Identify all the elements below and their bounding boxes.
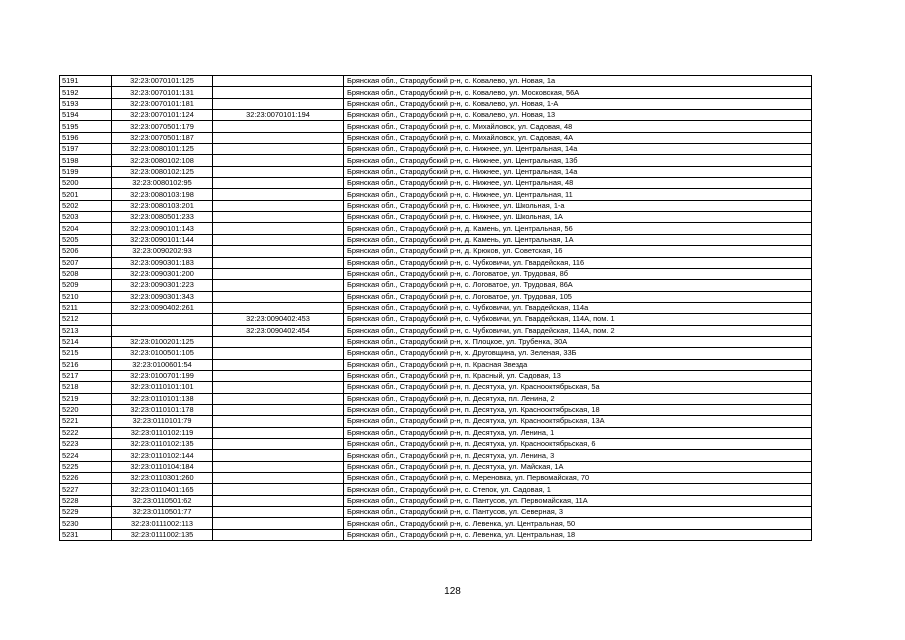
cadastral-number-cell: 32:23:0070101:124 bbox=[112, 110, 213, 121]
table-row bbox=[60, 404, 812, 415]
cadastral-number-2-cell bbox=[213, 518, 344, 529]
table-row bbox=[60, 87, 812, 98]
address-cell: Брянская обл., Стародубский р-н, с. Нижнее, ул. Школьная, 1-а bbox=[344, 200, 812, 211]
address-cell: Брянская обл., Стародубский р-н, с. Ковалево, ул. Новая, 1а bbox=[344, 76, 812, 87]
cadastral-number-2-cell bbox=[213, 393, 344, 404]
row-number-cell: 5221 bbox=[60, 416, 112, 427]
address-cell: Брянская обл., Стародубский р-н, п. Красный, ул. Садовая, 13 bbox=[344, 370, 812, 381]
table-row bbox=[60, 484, 812, 495]
address-cell: Брянская обл., Стародубский р-н, с. Нижнее, ул. Центральная, 14а bbox=[344, 144, 812, 155]
cadastral-number-2-cell bbox=[213, 166, 344, 177]
address-cell: Брянская обл., Стародубский р-н, с. Михайловск, ул. Садовая, 4А bbox=[344, 132, 812, 143]
table-row bbox=[60, 393, 812, 404]
cadastral-number-2-cell bbox=[213, 280, 344, 291]
cadastral-number-cell: 32:23:0110102:144 bbox=[112, 450, 213, 461]
row-number-cell: 5195 bbox=[60, 121, 112, 132]
table-row bbox=[60, 234, 812, 245]
cadastral-number-2-cell bbox=[213, 529, 344, 540]
row-number-cell: 5201 bbox=[60, 189, 112, 200]
table-row bbox=[60, 257, 812, 268]
cadastral-number-cell: 32:23:0090101:143 bbox=[112, 223, 213, 234]
cadastral-number-cell: 32:23:0110101:178 bbox=[112, 404, 213, 415]
cadastral-number-cell: 32:23:0070501:179 bbox=[112, 121, 213, 132]
address-cell: Брянская обл., Стародубский р-н, х. Плоцкое, ул. Трубенка, 30А bbox=[344, 336, 812, 347]
cadastral-number-2-cell bbox=[213, 98, 344, 109]
cadastral-number-cell: 32:23:0110501:62 bbox=[112, 495, 213, 506]
cadastral-number-2-cell bbox=[213, 212, 344, 223]
table-row bbox=[60, 280, 812, 291]
row-number-cell: 5206 bbox=[60, 246, 112, 257]
cadastral-number-cell bbox=[112, 325, 213, 336]
cadastral-number-2-cell bbox=[213, 427, 344, 438]
cadastral-number-2-cell bbox=[213, 302, 344, 313]
cadastral-number-2-cell bbox=[213, 382, 344, 393]
cadastral-number-2-cell bbox=[213, 291, 344, 302]
cadastral-number-2-cell bbox=[213, 257, 344, 268]
cadastral-number-cell: 32:23:0090301:183 bbox=[112, 257, 213, 268]
table-row bbox=[60, 518, 812, 529]
cadastral-number-2-cell bbox=[213, 404, 344, 415]
row-number-cell: 5207 bbox=[60, 257, 112, 268]
cadastral-number-cell: 32:23:0070101:181 bbox=[112, 98, 213, 109]
table-row bbox=[60, 291, 812, 302]
address-cell: Брянская обл., Стародубский р-н, с. Нижнее, ул. Центральная, 48 bbox=[344, 178, 812, 189]
row-number-cell: 5193 bbox=[60, 98, 112, 109]
table-row bbox=[60, 461, 812, 472]
table-body bbox=[60, 76, 812, 541]
row-number-cell: 5194 bbox=[60, 110, 112, 121]
address-cell: Брянская обл., Стародубский р-н, с. Нижнее, ул. Центральная, 14а bbox=[344, 166, 812, 177]
address-cell: Брянская обл., Стародубский р-н, д. Камень, ул. Центральная, 56 bbox=[344, 223, 812, 234]
cadastral-number-cell: 32:23:0090402:261 bbox=[112, 302, 213, 313]
cadastral-number-cell: 32:23:0110401:165 bbox=[112, 484, 213, 495]
row-number-cell: 5202 bbox=[60, 200, 112, 211]
address-cell: Брянская обл., Стародубский р-н, п. Десятуха, ул. Майская, 1А bbox=[344, 461, 812, 472]
address-cell: Брянская обл., Стародубский р-н, д. Крюков, ул. Советская, 16 bbox=[344, 246, 812, 257]
cadastral-number-2-cell bbox=[213, 348, 344, 359]
cadastral-number-cell: 32:23:0090101:144 bbox=[112, 234, 213, 245]
table-row bbox=[60, 144, 812, 155]
cadastral-number-2-cell bbox=[213, 178, 344, 189]
cadastral-number-cell: 32:23:0100701:199 bbox=[112, 370, 213, 381]
cadastral-number-2-cell bbox=[213, 268, 344, 279]
cadastral-number-cell: 32:23:0110101:101 bbox=[112, 382, 213, 393]
row-number-cell: 5222 bbox=[60, 427, 112, 438]
cadastral-number-cell: 32:23:0100201:125 bbox=[112, 336, 213, 347]
address-cell: Брянская обл., Стародубский р-н, с. Логоватое, ул. Трудовая, 8б bbox=[344, 268, 812, 279]
cadastral-number-2-cell bbox=[213, 473, 344, 484]
table-row bbox=[60, 325, 812, 336]
cadastral-number-2-cell bbox=[213, 223, 344, 234]
cadastral-number-2-cell bbox=[213, 450, 344, 461]
cadastral-number-cell: 32:23:0110101:79 bbox=[112, 416, 213, 427]
address-cell: Брянская обл., Стародубский р-н, п. Десятуха, пл. Ленина, 2 bbox=[344, 393, 812, 404]
table-row bbox=[60, 223, 812, 234]
address-cell: Брянская обл., Стародубский р-н, с. Степок, ул. Садовая, 1 bbox=[344, 484, 812, 495]
row-number-cell: 5215 bbox=[60, 348, 112, 359]
row-number-cell: 5224 bbox=[60, 450, 112, 461]
table-row bbox=[60, 132, 812, 143]
address-cell: Брянская обл., Стародубский р-н, с. Чубковичи, ул. Гвардейская, 116 bbox=[344, 257, 812, 268]
table-row bbox=[60, 302, 812, 313]
cadastral-number-2-cell bbox=[213, 495, 344, 506]
row-number-cell: 5198 bbox=[60, 155, 112, 166]
cadastral-number-cell: 32:23:0090301:200 bbox=[112, 268, 213, 279]
row-number-cell: 5216 bbox=[60, 359, 112, 370]
address-cell: Брянская обл., Стародубский р-н, с. Нижнее, ул. Центральная, 13б bbox=[344, 155, 812, 166]
cadastral-number-cell: 32:23:0111002:113 bbox=[112, 518, 213, 529]
address-cell: Брянская обл., Стародубский р-н, с. Ковалево, ул. Новая, 13 bbox=[344, 110, 812, 121]
cadastral-number-cell: 32:23:0090202:93 bbox=[112, 246, 213, 257]
row-number-cell: 5229 bbox=[60, 507, 112, 518]
row-number-cell: 5225 bbox=[60, 461, 112, 472]
cadastral-number-2-cell: 32:23:0090402:453 bbox=[213, 314, 344, 325]
row-number-cell: 5218 bbox=[60, 382, 112, 393]
address-cell: Брянская обл., Стародубский р-н, с. Чубковичи, ул. Гвардейская, 114А, пом. 2 bbox=[344, 325, 812, 336]
address-cell: Брянская обл., Стародубский р-н, с. Нижнее, ул. Центральная, 11 bbox=[344, 189, 812, 200]
cadastral-number-2-cell bbox=[213, 416, 344, 427]
cadastral-number-2-cell bbox=[213, 132, 344, 143]
table-row bbox=[60, 76, 812, 87]
cadastral-number-cell: 32:23:0110501:77 bbox=[112, 507, 213, 518]
cadastral-number-2-cell: 32:23:0070101:194 bbox=[213, 110, 344, 121]
address-cell: Брянская обл., Стародубский р-н, п. Десятуха, ул. Краснооктябрьская, 13А bbox=[344, 416, 812, 427]
cadastral-number-2-cell bbox=[213, 484, 344, 495]
row-number-cell: 5197 bbox=[60, 144, 112, 155]
cadastral-number-cell: 32:23:0110104:184 bbox=[112, 461, 213, 472]
address-cell: Брянская обл., Стародубский р-н, п. Десятуха, ул. Ленина, 3 bbox=[344, 450, 812, 461]
cadastral-number-2-cell: 32:23:0090402:454 bbox=[213, 325, 344, 336]
row-number-cell: 5227 bbox=[60, 484, 112, 495]
table-row bbox=[60, 382, 812, 393]
cadastral-number-2-cell bbox=[213, 359, 344, 370]
address-cell: Брянская обл., Стародубский р-н, с. Ковалево, ул. Новая, 1-А bbox=[344, 98, 812, 109]
row-number-cell: 5228 bbox=[60, 495, 112, 506]
table-row bbox=[60, 189, 812, 200]
address-cell: Брянская обл., Стародубский р-н, с. Михайловск, ул. Садовая, 48 bbox=[344, 121, 812, 132]
address-cell: Брянская обл., Стародубский р-н, с. Пантусов, ул. Северная, 3 bbox=[344, 507, 812, 518]
table-row bbox=[60, 495, 812, 506]
row-number-cell: 5192 bbox=[60, 87, 112, 98]
row-number-cell: 5191 bbox=[60, 76, 112, 87]
table-row bbox=[60, 166, 812, 177]
address-cell: Брянская обл., Стародубский р-н, п. Красная Звезда bbox=[344, 359, 812, 370]
cadastral-number-2-cell bbox=[213, 507, 344, 518]
address-cell: Брянская обл., Стародубский р-н, с. Левенка, ул. Центральная, 18 bbox=[344, 529, 812, 540]
cadastral-number-2-cell bbox=[213, 439, 344, 450]
address-cell: Брянская обл., Стародубский р-н, д. Камень, ул. Центральная, 1А bbox=[344, 234, 812, 245]
table-row bbox=[60, 246, 812, 257]
cadastral-number-cell: 32:23:0111002:135 bbox=[112, 529, 213, 540]
cadastral-number-2-cell bbox=[213, 87, 344, 98]
table-row bbox=[60, 200, 812, 211]
cadastral-number-2-cell bbox=[213, 76, 344, 87]
row-number-cell: 5205 bbox=[60, 234, 112, 245]
cadastral-number-cell: 32:23:0110102:135 bbox=[112, 439, 213, 450]
table-row bbox=[60, 268, 812, 279]
cadastral-number-cell: 32:23:0070101:131 bbox=[112, 87, 213, 98]
address-cell: Брянская обл., Стародубский р-н, с. Логоватое, ул. Трудовая, 105 bbox=[344, 291, 812, 302]
cadastral-number-2-cell bbox=[213, 189, 344, 200]
property-table bbox=[59, 75, 812, 541]
cadastral-number-cell: 32:23:0080103:201 bbox=[112, 200, 213, 211]
row-number-cell: 5204 bbox=[60, 223, 112, 234]
address-cell: Брянская обл., Стародубский р-н, п. Десятуха, ул. Краснооктябрьская, 5а bbox=[344, 382, 812, 393]
cadastral-number-cell bbox=[112, 314, 213, 325]
address-cell: Брянская обл., Стародубский р-н, с. Пантусов, ул. Первомайская, 11А bbox=[344, 495, 812, 506]
cadastral-number-2-cell bbox=[213, 200, 344, 211]
cadastral-number-cell: 32:23:0080102:95 bbox=[112, 178, 213, 189]
address-cell: Брянская обл., Стародубский р-н, с. Чубковичи, ул. Гвардейская, 114а bbox=[344, 302, 812, 313]
address-cell: Брянская обл., Стародубский р-н, х. Друговщина, ул. Зеленая, 33Б bbox=[344, 348, 812, 359]
table-row bbox=[60, 110, 812, 121]
row-number-cell: 5212 bbox=[60, 314, 112, 325]
row-number-cell: 5219 bbox=[60, 393, 112, 404]
cadastral-number-2-cell bbox=[213, 336, 344, 347]
table-row bbox=[60, 427, 812, 438]
table-row bbox=[60, 98, 812, 109]
cadastral-number-cell: 32:23:0080101:125 bbox=[112, 144, 213, 155]
row-number-cell: 5220 bbox=[60, 404, 112, 415]
address-cell: Брянская обл., Стародубский р-н, п. Десятуха, ул. Краснооктябрьская, 18 bbox=[344, 404, 812, 415]
row-number-cell: 5200 bbox=[60, 178, 112, 189]
cadastral-number-2-cell bbox=[213, 234, 344, 245]
table-row bbox=[60, 348, 812, 359]
row-number-cell: 5226 bbox=[60, 473, 112, 484]
table-row bbox=[60, 416, 812, 427]
address-cell: Брянская обл., Стародубский р-н, п. Десятуха, ул. Краснооктябрьская, 6 bbox=[344, 439, 812, 450]
table-row bbox=[60, 155, 812, 166]
address-cell: Брянская обл., Стародубский р-н, с. Мереновка, ул. Первомайская, 70 bbox=[344, 473, 812, 484]
cadastral-number-cell: 32:23:0100501:105 bbox=[112, 348, 213, 359]
cadastral-number-2-cell bbox=[213, 370, 344, 381]
cadastral-number-cell: 32:23:0080102:108 bbox=[112, 155, 213, 166]
table-row bbox=[60, 121, 812, 132]
row-number-cell: 5210 bbox=[60, 291, 112, 302]
table-row bbox=[60, 370, 812, 381]
row-number-cell: 5217 bbox=[60, 370, 112, 381]
table-row bbox=[60, 212, 812, 223]
table-row bbox=[60, 359, 812, 370]
table-row bbox=[60, 529, 812, 540]
row-number-cell: 5231 bbox=[60, 529, 112, 540]
row-number-cell: 5214 bbox=[60, 336, 112, 347]
cadastral-number-cell: 32:23:0090301:223 bbox=[112, 280, 213, 291]
row-number-cell: 5230 bbox=[60, 518, 112, 529]
row-number-cell: 5211 bbox=[60, 302, 112, 313]
address-cell: Брянская обл., Стародубский р-н, с. Логоватое, ул. Трудовая, 86А bbox=[344, 280, 812, 291]
cadastral-number-cell: 32:23:0080103:198 bbox=[112, 189, 213, 200]
row-number-cell: 5209 bbox=[60, 280, 112, 291]
page-number: 128 bbox=[444, 586, 461, 597]
row-number-cell: 5208 bbox=[60, 268, 112, 279]
row-number-cell: 5203 bbox=[60, 212, 112, 223]
address-cell: Брянская обл., Стародубский р-н, с. Ковалево, ул. Московская, 56А bbox=[344, 87, 812, 98]
cadastral-number-cell: 32:23:0100601:54 bbox=[112, 359, 213, 370]
cadastral-number-2-cell bbox=[213, 121, 344, 132]
table-row bbox=[60, 314, 812, 325]
row-number-cell: 5213 bbox=[60, 325, 112, 336]
row-number-cell: 5196 bbox=[60, 132, 112, 143]
table-row bbox=[60, 178, 812, 189]
cadastral-number-cell: 32:23:0080501:233 bbox=[112, 212, 213, 223]
cadastral-number-2-cell bbox=[213, 144, 344, 155]
table-row bbox=[60, 507, 812, 518]
table-row bbox=[60, 450, 812, 461]
table-row bbox=[60, 473, 812, 484]
cadastral-number-cell: 32:23:0070101:125 bbox=[112, 76, 213, 87]
cadastral-number-cell: 32:23:0070501:187 bbox=[112, 132, 213, 143]
cadastral-number-cell: 32:23:0110301:260 bbox=[112, 473, 213, 484]
address-cell: Брянская обл., Стародубский р-н, с. Чубковичи, ул. Гвардейская, 114А, пом. 1 bbox=[344, 314, 812, 325]
address-cell: Брянская обл., Стародубский р-н, с. Левенка, ул. Центральная, 50 bbox=[344, 518, 812, 529]
cadastral-number-cell: 32:23:0110101:138 bbox=[112, 393, 213, 404]
cadastral-number-cell: 32:23:0110102:119 bbox=[112, 427, 213, 438]
cadastral-number-2-cell bbox=[213, 155, 344, 166]
row-number-cell: 5199 bbox=[60, 166, 112, 177]
address-cell: Брянская обл., Стародубский р-н, с. Нижнее, ул. Школьная, 1А bbox=[344, 212, 812, 223]
table-row bbox=[60, 336, 812, 347]
table-row bbox=[60, 439, 812, 450]
cadastral-number-cell: 32:23:0090301:343 bbox=[112, 291, 213, 302]
cadastral-number-2-cell bbox=[213, 246, 344, 257]
address-cell: Брянская обл., Стародубский р-н, п. Десятуха, ул. Ленина, 1 bbox=[344, 427, 812, 438]
cadastral-number-cell: 32:23:0080102:125 bbox=[112, 166, 213, 177]
row-number-cell: 5223 bbox=[60, 439, 112, 450]
cadastral-number-2-cell bbox=[213, 461, 344, 472]
